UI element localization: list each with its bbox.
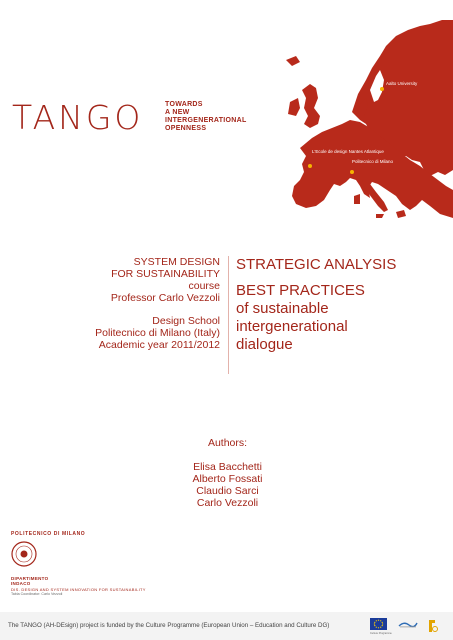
polimi-emblem-icon xyxy=(11,541,37,567)
label-nantes: L'Ecole de design Nantes Atlantique xyxy=(312,149,384,154)
course-info xyxy=(95,256,220,362)
school-group xyxy=(95,315,220,351)
logo-tagline-line: OPENNESS xyxy=(165,125,207,132)
section-heading: STRATEGIC ANALYSIS xyxy=(236,256,397,273)
authors-title: Authors: xyxy=(207,437,248,449)
document-subtitle-line: dialogue xyxy=(236,336,293,353)
academic-year: Academic year 2011/2012 xyxy=(98,339,220,351)
dept-label: DIPARTIMENTO xyxy=(11,576,49,581)
logo-tagline-line: TOWARDS xyxy=(165,101,203,108)
document-subtitle-line: intergenerational xyxy=(236,318,348,335)
column-divider xyxy=(228,256,229,374)
europe-map xyxy=(280,20,453,218)
course-label: course xyxy=(188,280,220,292)
marker-nantes xyxy=(308,164,312,168)
footer-funding-text: The TANGO (AH-DEsign) project is funded by the Culture Programme (European Union – Education and Culture DG) xyxy=(8,622,330,629)
school-university: Politecnico di Milano (Italy) xyxy=(95,327,220,339)
author-name: Claudio Sarci xyxy=(196,485,259,497)
author-name: Carlo Vezzoli xyxy=(196,497,259,509)
logo-tagline-line: A NEW xyxy=(165,109,190,116)
polimi-block xyxy=(11,531,146,596)
course-group xyxy=(95,256,220,304)
author-name: Alberto Fossati xyxy=(192,473,263,485)
course-title-line: FOR SUSTAINABILITY xyxy=(111,268,220,280)
logo-tagline-line: INTERGENERATIONAL xyxy=(165,117,247,124)
course-title-line: SYSTEM DESIGN xyxy=(133,256,220,268)
logo-wordmark: TANGO xyxy=(12,98,144,137)
authors-block xyxy=(0,437,453,509)
document-title-block xyxy=(236,256,396,354)
dis-label: DIS. DESIGN AND SYSTEM INNOVATION FOR SUSTAINABILITY xyxy=(11,587,146,592)
logo-tagline xyxy=(165,101,265,133)
coordinator-label: Tabia Coordinator: Carlo Vezzoli xyxy=(11,592,63,596)
document-subtitle-line: of sustainable xyxy=(236,300,329,317)
marker-polimi xyxy=(350,170,354,174)
document-title: BEST PRACTICES xyxy=(236,282,365,299)
eu-caption: Culture Programme xyxy=(370,632,392,635)
footer xyxy=(0,612,453,640)
partner-logo-icon xyxy=(398,621,418,628)
marker-aalto xyxy=(380,87,384,91)
polimi-name: POLITECNICO DI MILANO xyxy=(11,531,86,537)
label-polimi: Politecnico di Milano xyxy=(352,159,394,164)
partner-emblem-icon xyxy=(425,618,439,634)
school-name: Design School xyxy=(152,315,220,327)
label-aalto: Aalto University xyxy=(386,81,418,86)
course-professor: Professor Carlo Vezzoli xyxy=(110,292,220,304)
eu-flag-icon xyxy=(370,618,387,630)
dept-name: INDACO xyxy=(11,581,31,586)
author-name: Elisa Bacchetti xyxy=(193,461,262,473)
